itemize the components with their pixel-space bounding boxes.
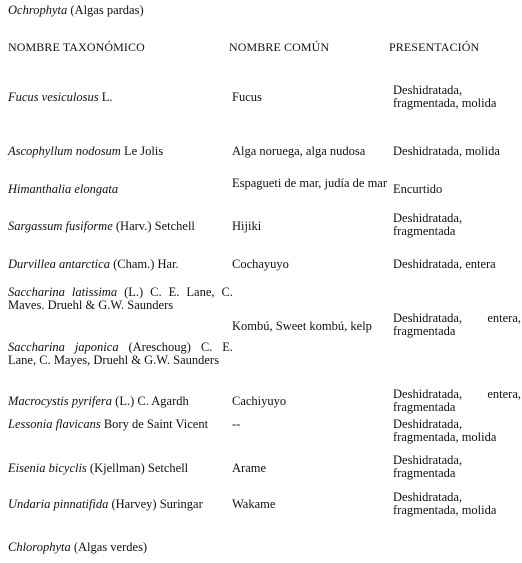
row-common-name: Fucus: [232, 90, 262, 104]
header-common-name: NOMBRE COMÚN: [229, 40, 330, 54]
row-presentation: Deshidratada, entera, fragmentada: [393, 387, 521, 414]
section-note: (Algas pardas): [67, 3, 144, 17]
row-common-name: Arame: [232, 461, 267, 475]
row-taxon: [8, 220, 233, 233]
row-common-name: Cochayuyo: [232, 257, 289, 271]
author: L.: [98, 90, 113, 104]
row-taxon: [8, 258, 233, 271]
scientific-name: Saccharina latissima: [8, 285, 118, 299]
scientific-name: Eisenia bicyclis: [8, 461, 87, 475]
scientific-name: Ascophyllum nodosum: [8, 144, 121, 158]
row-taxon: [8, 462, 233, 475]
row-common-name: Cachiyuyo: [232, 394, 287, 408]
author: (Harv.) Setchell: [112, 219, 195, 233]
scientific-name: Saccharina japonica: [8, 340, 119, 354]
scientific-name: Macrocystis pyrifera: [8, 394, 113, 408]
scientific-name: Sargassum fusiforme: [8, 219, 113, 233]
saccharina-common-name: Kombú, Sweet kombú, kelp: [232, 319, 372, 333]
author: Le Jolis: [120, 144, 164, 158]
row-taxon: [8, 395, 233, 408]
row-taxon: [8, 341, 233, 367]
section-name: Ochrophyta: [8, 3, 68, 17]
author: (L.) C. E. Lane, C. Maves. Druehl & G.W. Saunders: [8, 285, 233, 312]
scientific-name: Durvillea antarctica: [8, 257, 110, 271]
section-heading-ochrophyta: [8, 4, 144, 17]
row-common-name: Wakame: [232, 497, 276, 511]
author: (Cham.) Har.: [109, 257, 179, 271]
row-presentation: Deshidratada, molida: [393, 144, 500, 158]
row-taxon: [8, 418, 233, 431]
row-presentation: Deshidratada, fragmentada: [393, 453, 463, 480]
row-taxon: [8, 145, 233, 158]
row-presentation: Deshidratada, fragmentada: [393, 211, 463, 238]
row-taxon: [8, 91, 233, 104]
row-presentation: Encurtido: [393, 182, 443, 196]
section-heading-chlorophyta: [8, 541, 147, 554]
section-note: (Algas verdes): [70, 540, 148, 554]
row-common-name: --: [232, 417, 241, 431]
author: Bory de Saint Vicent: [100, 417, 209, 431]
scientific-name: Lessonia flavicans: [8, 417, 101, 431]
row-presentation: Deshidratada, entera: [393, 257, 496, 271]
saccharina-presentation: Deshidratada, entera, fragmentada: [393, 311, 521, 338]
row-presentation: Deshidratada, fragmentada, molida: [393, 490, 497, 517]
row-presentation: Deshidratada, fragmentada, molida: [393, 417, 497, 444]
row-taxon: [8, 286, 233, 312]
author: (Kjellman) Setchell: [86, 461, 189, 475]
author: (Harvey) Suringar: [108, 497, 203, 511]
row-common-name: Hijiki: [232, 219, 262, 233]
header-presentation: PRESENTACIÓN: [389, 40, 480, 54]
author: (Areschoug) C. E. Lane, C. Mayes, Druehl & G.W. Saunders: [8, 340, 233, 367]
row-taxon: [8, 498, 233, 511]
row-common-name: Alga noruega, alga nudosa: [232, 144, 366, 158]
scientific-name: Himanthalia elongata: [8, 182, 119, 196]
author: (L.) C. Agardh: [112, 394, 189, 408]
row-common-name: Espagueti de mar, judía de mar: [232, 176, 387, 190]
row-taxon: [8, 183, 233, 196]
header-taxonomic-name: NOMBRE TAXONÓMICO: [8, 40, 145, 54]
scientific-name: Fucus vesiculosus: [8, 90, 99, 104]
row-presentation: Deshidratada, fragmentada, molida: [393, 83, 497, 110]
section-name: Chlorophyta: [8, 540, 71, 554]
scientific-name: Undaria pinnatifida: [8, 497, 109, 511]
